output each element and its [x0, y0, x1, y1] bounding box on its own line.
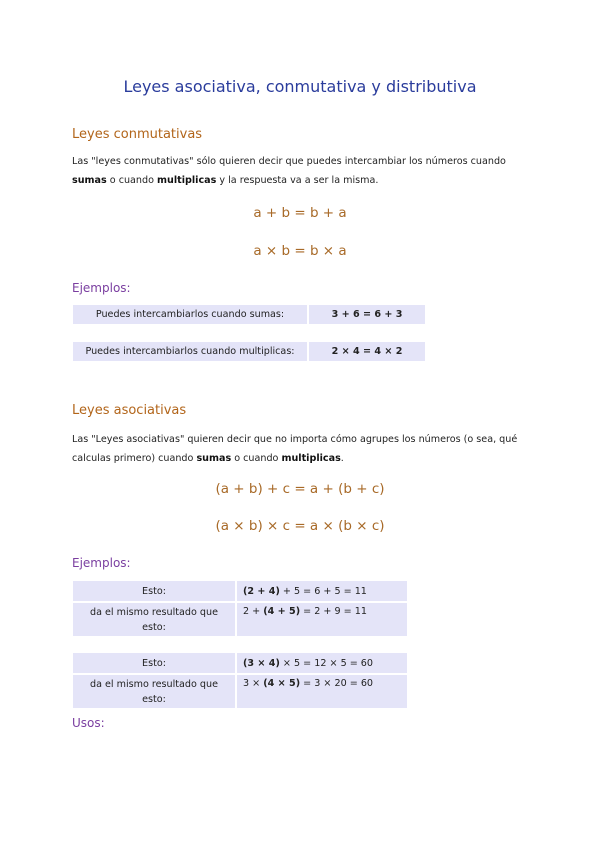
sumas-emphasis: sumas	[72, 175, 107, 186]
multiplicas-emphasis: multiplicas	[281, 453, 341, 464]
table-row	[73, 342, 425, 361]
commutative-examples-label: Ejemplos:	[72, 281, 131, 295]
associative-formula-addition: (a + b) + c = a + (b + c)	[215, 481, 385, 497]
table-row	[73, 581, 407, 601]
associative-paragraph: Las "Leyes asociativas" quieren decir que no importa cómo agrupes los números (o sea, qué calculas primero) cuando sumas o cuando multiplicas.	[72, 434, 518, 464]
example-math: 2 + (4 + 5) = 2 + 9 = 11	[237, 603, 407, 636]
example-label: da el mismo resultado que esto:	[73, 603, 235, 636]
example-label: Esto:	[73, 653, 235, 673]
commutative-formula-addition: a + b = b + a	[253, 205, 347, 221]
associative-formula-multiplication: (a × b) × c = a × (b × c)	[215, 518, 385, 534]
example-math: 3 × (4 × 5) = 3 × 20 = 60	[237, 675, 407, 708]
multiplicas-emphasis: multiplicas	[157, 175, 217, 186]
example-result: 2 × 4 = 4 × 2	[309, 342, 425, 361]
associative-heading: Leyes asociativas	[72, 403, 187, 418]
associative-examples-label: Ejemplos:	[72, 556, 131, 570]
table-row	[73, 675, 407, 708]
table-row	[73, 603, 407, 636]
example-label: Esto:	[73, 581, 235, 601]
sumas-emphasis: sumas	[196, 453, 232, 464]
page-title: Leyes asociativa, conmutativa y distributiva	[123, 77, 477, 96]
commutative-formula-multiplication: a × b = b × a	[253, 243, 347, 259]
example-math: (3 × 4) × 5 = 12 × 5 = 60	[237, 653, 407, 673]
commutative-heading: Leyes conmutativas	[72, 127, 203, 142]
commutative-example-table-2	[71, 340, 427, 363]
associative-example-table-2	[71, 651, 409, 710]
table-row	[73, 305, 425, 324]
example-label: Puedes intercambiarlos cuando sumas:	[73, 305, 307, 324]
commutative-example-table-1	[71, 303, 427, 326]
associative-example-table-1	[71, 579, 409, 638]
example-label: Puedes intercambiarlos cuando multiplicas:	[73, 342, 307, 361]
example-label: da el mismo resultado que esto:	[73, 675, 235, 708]
example-math: (2 + 4) + 5 = 6 + 5 = 11	[237, 581, 407, 601]
table-row	[73, 653, 407, 673]
example-result: 3 + 6 = 6 + 3	[309, 305, 425, 324]
commutative-paragraph: Las "leyes conmutativas" sólo quieren decir que puedes intercambiar los números cuando sumas o cuando multiplicas y la respuesta va a ser la misma.	[72, 156, 506, 186]
usos-label: Usos:	[72, 716, 105, 730]
